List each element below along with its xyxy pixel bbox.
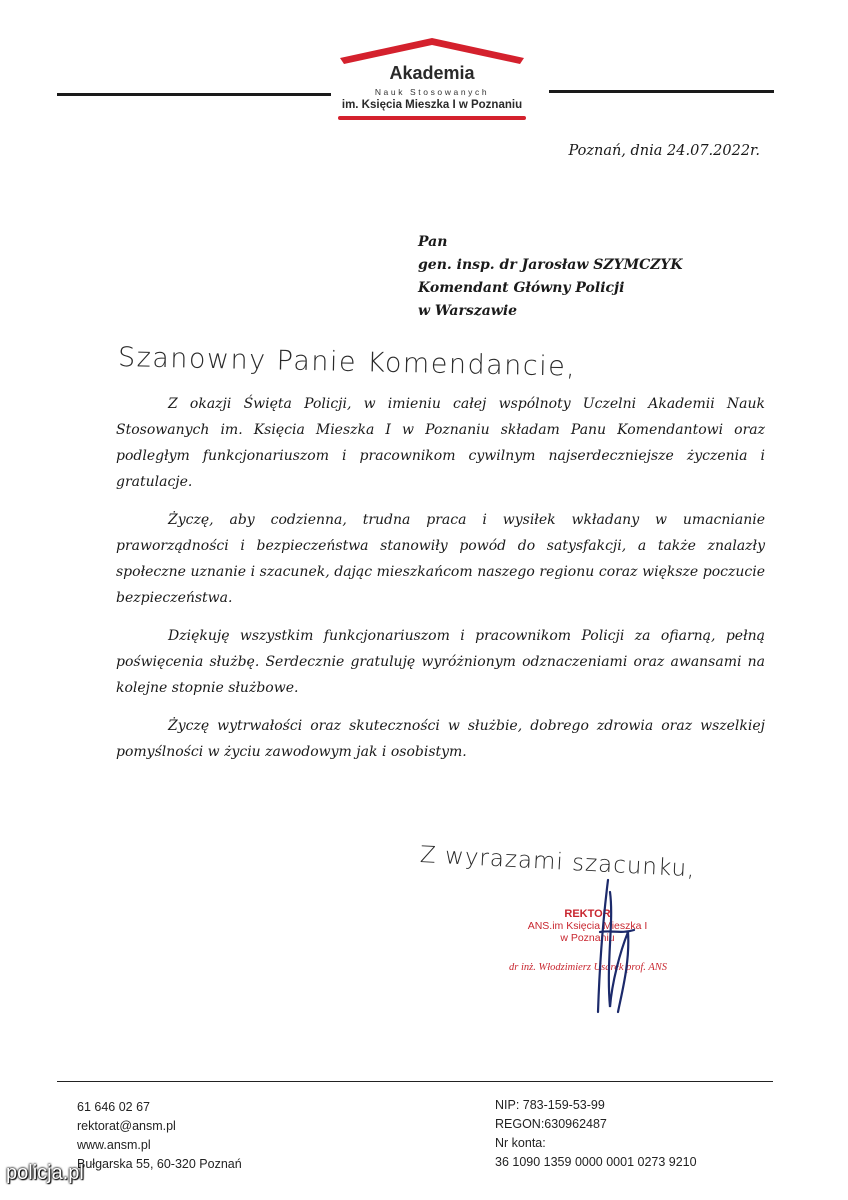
footer-account-number: 36 1090 1359 0000 0001 0273 9210 [495,1155,697,1169]
academy-logo [332,32,532,122]
handwritten-closing: Z wyrazami szacunku, [419,842,697,883]
logo-subtitle: Nauk Stosowanych [374,87,490,97]
body-paragraph: Życzę wytrwałości oraz skuteczności w służbie, dobrego zdrowia oraz wszelkiej pomyślności w życiu zawodowym jak i osobistym. [116,718,765,760]
stamp-signatory-name: dr inż. Włodzimierz Usarek prof. ANS [509,962,667,973]
logo-name: im. Księcia Mieszka I w Poznaniu [341,99,523,111]
header-rule-right [549,90,774,93]
addressee-line: Pan [418,234,448,250]
footer-account-label: Nr konta: [495,1136,546,1150]
logo-underline [338,116,526,120]
letter-date: Poznań, dnia 24.07.2022r. [568,143,760,159]
addressee-line: Komendant Główny Policji [418,280,625,296]
footer-address: Bułgarska 55, 60-320 Poznań [77,1157,242,1171]
body-paragraph: Dziękuję wszystkim funkcjonariuszom i pracownikom Policji za ofiarną, pełną poświęcenia służbę. Serdecznie gratuluję wyróżnionym odznaczeniami oraz awansami na kolejne stopnie służbowe. [116,628,765,696]
stamp-title: REKTOR [564,908,611,920]
footer-phone: 61 646 02 67 [77,1100,150,1114]
header-rule-left [57,93,331,96]
footer-nip: NIP: 783-159-53-99 [495,1098,605,1112]
addressee-line: w Warszawie [418,303,518,319]
roof-icon [332,32,532,66]
watermark: policja.pl [6,1162,84,1184]
footer-rule [57,1081,773,1082]
stamp-line: w Poznaniu [560,932,615,944]
footer-website: www.ansm.pl [77,1138,151,1152]
footer-email: rektorat@ansm.pl [77,1119,176,1133]
stamp-line: ANS.im Księcia Mieszka I [527,920,648,932]
addressee-block [418,231,683,323]
addressee-line: gen. insp. dr Jarosław SZYMCZYK [418,257,683,273]
footer-contact [77,1098,242,1174]
footer-registry [495,1096,697,1172]
body-paragraph: Z okazji Święta Policji, w imieniu całej wspólnoty Uczelni Akademii Nauk Stosowanych im. Księcia Mieszka I w Poznaniu składam Panu Komendantowi oraz podległym funkcjonariuszom i pracownikom cywilnym najserdeczniejsze życzenia i gratulacje. [116,396,765,490]
footer-regon: REGON:630962487 [495,1117,607,1131]
signature-icon [570,872,650,1022]
handwritten-salutation: Szanowny Panie Komendancie, [117,342,577,383]
body-paragraph: Życzę, aby codzienna, trudna praca i wysiłek wkładany w umacnianie praworządności i bezpieczeństwa stanowiły powód do satysfakcji, a także znalazły społeczne uznanie i szacunek, dając mieszkańcom naszego regionu coraz większe poczucie bezpieczeństwa. [116,512,765,606]
logo-title: Akademia [389,63,475,83]
letter-body [116,391,765,777]
